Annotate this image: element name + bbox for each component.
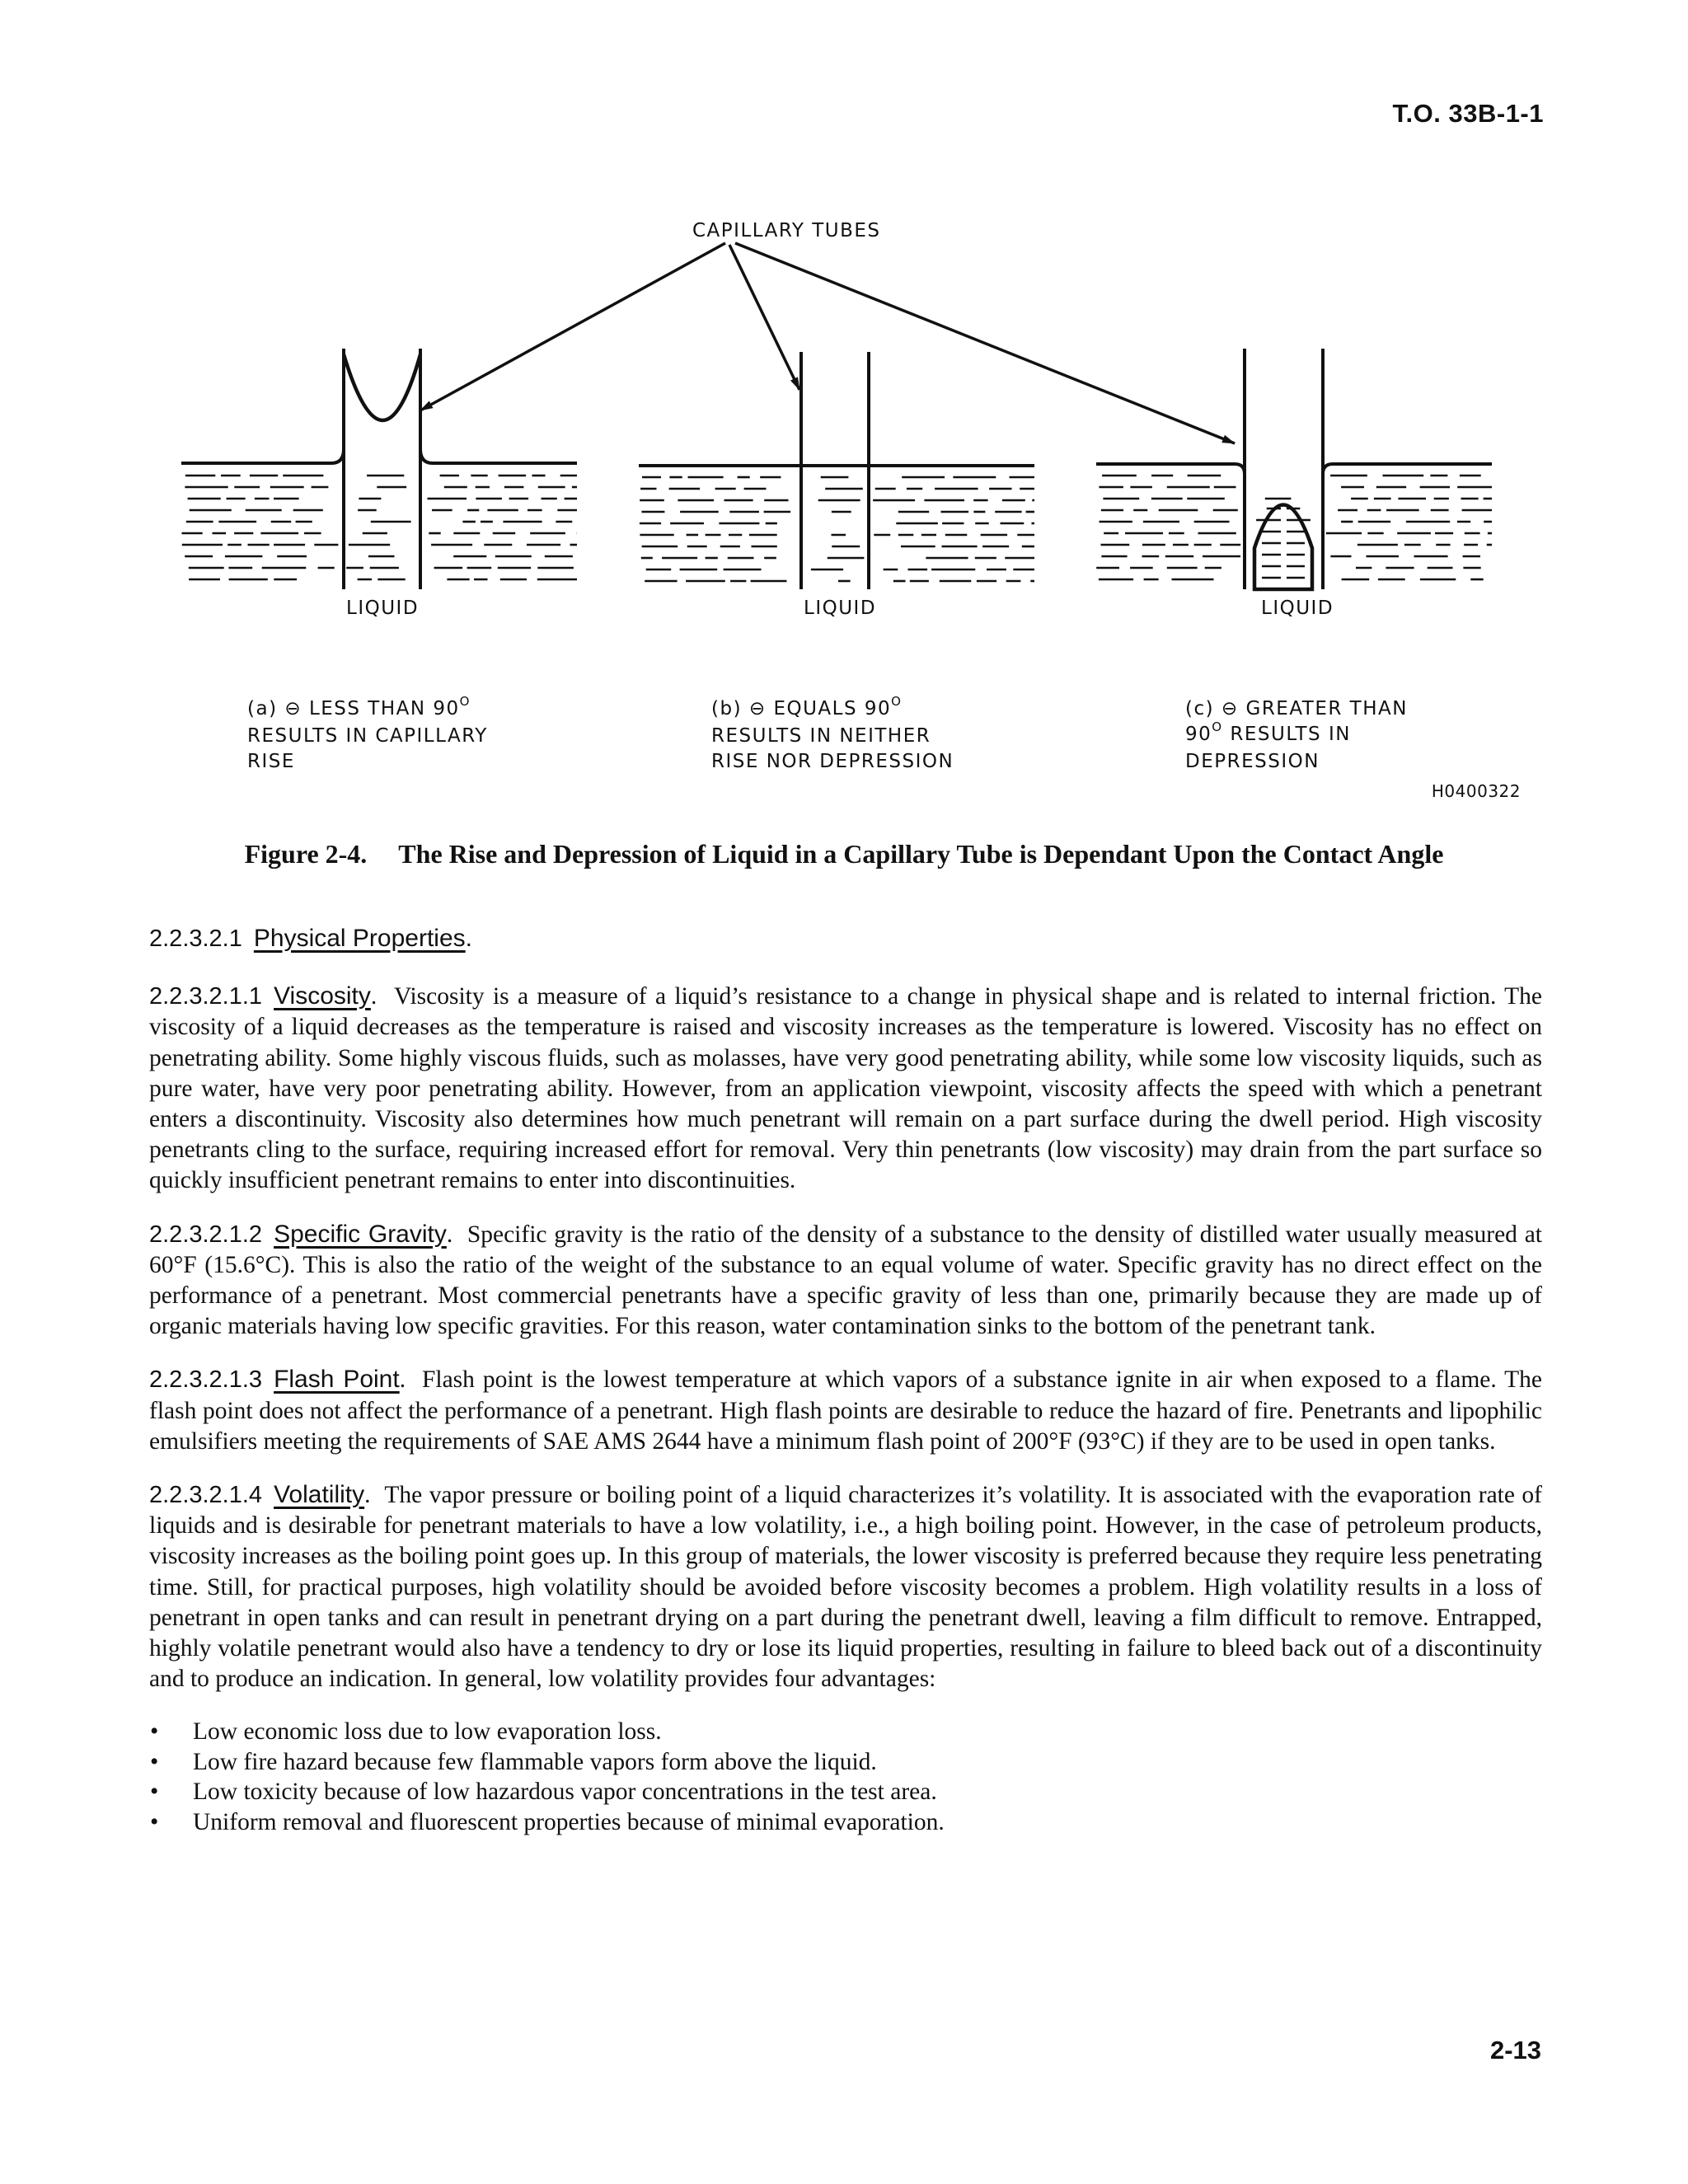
panel-c-line2: 90	[1185, 724, 1212, 745]
list-item-text: Low fire hazard because few flammable vapors form above the liquid.	[193, 1748, 877, 1775]
capillary-figure	[148, 202, 1541, 812]
tube-a	[181, 349, 577, 589]
list-item	[149, 1747, 1542, 1778]
arrow-to-tube-b	[729, 245, 799, 390]
liquid-label-a: LIQUID	[346, 598, 420, 619]
panel-b-letter: (b)	[711, 698, 743, 719]
paragraph-title: Viscosity	[274, 982, 371, 1010]
panel-a-description	[247, 696, 488, 775]
section-title-period: .	[465, 925, 472, 952]
panel-b-line1: EQUALS 90	[773, 698, 892, 719]
capillary-tubes-label: CAPILLARY TUBES	[692, 220, 881, 241]
drawing-code: H0400322	[1431, 781, 1521, 801]
document-id: T.O. 33B-1-1	[1392, 99, 1544, 128]
paragraph-flash-point	[149, 1364, 1542, 1457]
list-item-text: Low economic loss due to low evaporation loss.	[193, 1718, 662, 1746]
meniscus-concave	[344, 354, 420, 420]
paragraph-title: Flash Point	[274, 1366, 400, 1394]
panel-c-line1: GREATER THAN	[1245, 698, 1408, 719]
paragraph-body: Specific gravity is the ratio of the density of a substance to the density of distilled water usually measured at 60°F (15.6°C). This is also the ratio of the weight of the substance to an equal volume of water. Specific gravity has no direct effect on the performance of a penetrant. Most commercial penetrants have a specific gravity of less than one, primarily because they are made up of organic materials having low specific gravities. For this reason, water contamination sinks to the bottom of the penetrant tank.	[149, 1221, 1543, 1340]
panel-a-line2: RESULTS IN CAPILLARY	[247, 725, 488, 747]
paragraph-number: 2.2.3.2.1.4	[149, 1482, 263, 1509]
paragraph-number: 2.2.3.2.1.1	[149, 983, 263, 1010]
degree-mark: O	[891, 694, 903, 709]
panel-b-line2: RESULTS IN NEITHER	[711, 725, 931, 747]
paragraph-body: Viscosity is a measure of a liquid’s resistance to a change in physical shape and is related to internal friction. The viscosity of a liquid decreases as the temperature is raised and viscosity increases as the temperature is lowered. Viscosity has no effect on penetrating ability. Some highly viscous fluids, such as molasses, have very good penetrating ability, while some low viscosity liquids, such as pure water, have very poor penetrating ability. However, from an application viewpoint, viscosity affects the speed with which a penetrant enters a discontinuity. Viscosity also determines how much penetrant will remain on a part surface during the dwell period. High viscosity penetrants cling to the surface, requiring increased effort for removal. Very thin penetrants (low viscosity) may drain from the part surface so quickly insufficient penetrant remains to enter into discontinuities.	[149, 983, 1543, 1194]
page-number: 2-13	[1489, 2036, 1541, 2064]
pointer-arrows	[420, 243, 1235, 443]
title-period: .	[446, 1221, 453, 1248]
title-period: .	[370, 983, 377, 1010]
paragraph-number: 2.2.3.2.1.3	[149, 1366, 263, 1394]
bullet-icon: •	[150, 1748, 159, 1775]
list-item	[149, 1777, 1542, 1807]
panel-a-line1: LESS THAN 90	[308, 698, 460, 719]
paragraph-number: 2.2.3.2.1.2	[149, 1221, 263, 1248]
paragraph-body: The vapor pressure or boiling point of a liquid characterizes it’s volatility. It is associated with the evaporation rate of liquids and is desirable for penetrant materials to have a low volatility, i.e., a high boiling point. However, in the case of petroleum products, viscosity increases as the boiling point goes up. In this group of materials, the lower viscosity is preferred because they require less penetrating time. Still, for practical purposes, high volatility should be avoided before viscosity becomes a problem. High volatility results in a loss of penetrant in open tanks and can result in penetrant drying on a part during the penetrant dwell, leaving a film difficult to remove. Entrapped, highly volatile penetrant would also have a tendency to dry or lose its liquid properties, resulting in failure to bleed back out of a discontinuity and to produce an indication. In general, low volatility provides four advantages:	[149, 1482, 1543, 1693]
list-item	[149, 1807, 1542, 1838]
paragraph-title: Specific Gravity	[274, 1220, 447, 1248]
paragraph-viscosity	[149, 981, 1542, 1196]
panel-b-description	[711, 696, 954, 775]
liquid-label-c: LIQUID	[1261, 598, 1334, 619]
paragraph-specific-gravity	[149, 1219, 1542, 1343]
bullet-icon: •	[150, 1718, 159, 1746]
section-physical-properties	[149, 923, 1542, 954]
degree-mark: O	[459, 694, 471, 709]
panel-a-letter: (a)	[247, 698, 278, 719]
panel-c-line2-rest: RESULTS IN	[1230, 724, 1351, 745]
panel-b-line3: RISE NOR DEPRESSION	[711, 751, 954, 772]
panel-c-line3: DEPRESSION	[1185, 751, 1320, 772]
theta-icon: ⊖	[1221, 698, 1239, 719]
arrow-to-tube-c	[735, 243, 1235, 443]
theta-icon: ⊖	[748, 698, 767, 719]
advantages-list	[149, 1717, 1542, 1837]
liquid-label-b: LIQUID	[804, 598, 877, 619]
arrow-to-tube-a	[420, 243, 725, 410]
panel-c-description	[1185, 696, 1408, 775]
theta-icon: ⊖	[284, 698, 302, 719]
title-period: .	[399, 1366, 406, 1394]
liquid-texture-b	[640, 477, 1034, 581]
body-text	[149, 923, 1542, 1837]
list-item-text: Low toxicity because of low hazardous vapor concentrations in the test area.	[193, 1779, 937, 1806]
title-period: .	[364, 1482, 371, 1509]
tube-b	[639, 352, 1034, 589]
figure-caption	[0, 839, 1688, 869]
list-item-text: Uniform removal and fluorescent properties because of minimal evaporation.	[193, 1808, 945, 1835]
bullet-icon: •	[150, 1808, 159, 1835]
bullet-icon: •	[150, 1779, 159, 1806]
panel-c-letter: (c)	[1185, 698, 1215, 719]
figure-title: The Rise and Depression of Liquid in a Capillary Tube is Dependant Upon the Contact Angle	[398, 839, 1444, 869]
paragraph-body: Flash point is the lowest temperature at which vapors of a substance ignite in air when exposed to a flame. The flash point does not affect the performance of a penetrant. High flash points are desirable to reduce the hazard of fire. Penetrants and lipophilic emulsifiers meeting the requirements of SAE AMS 2644 have a minimum flash point of 200°F (93°C) if they are to be used in open tanks.	[149, 1366, 1542, 1455]
panel-a-line3: RISE	[247, 751, 295, 772]
degree-mark: O	[1212, 719, 1223, 734]
paragraph-volatility	[149, 1479, 1542, 1694]
section-title: Physical Properties	[253, 925, 466, 952]
liquid-texture-a	[182, 476, 578, 579]
section-number: 2.2.3.2.1	[149, 926, 242, 952]
figure-number: Figure 2-4.	[244, 839, 368, 869]
meniscus-convex	[1254, 505, 1312, 590]
paragraph-title: Volatility	[274, 1481, 365, 1509]
list-item	[149, 1717, 1542, 1747]
